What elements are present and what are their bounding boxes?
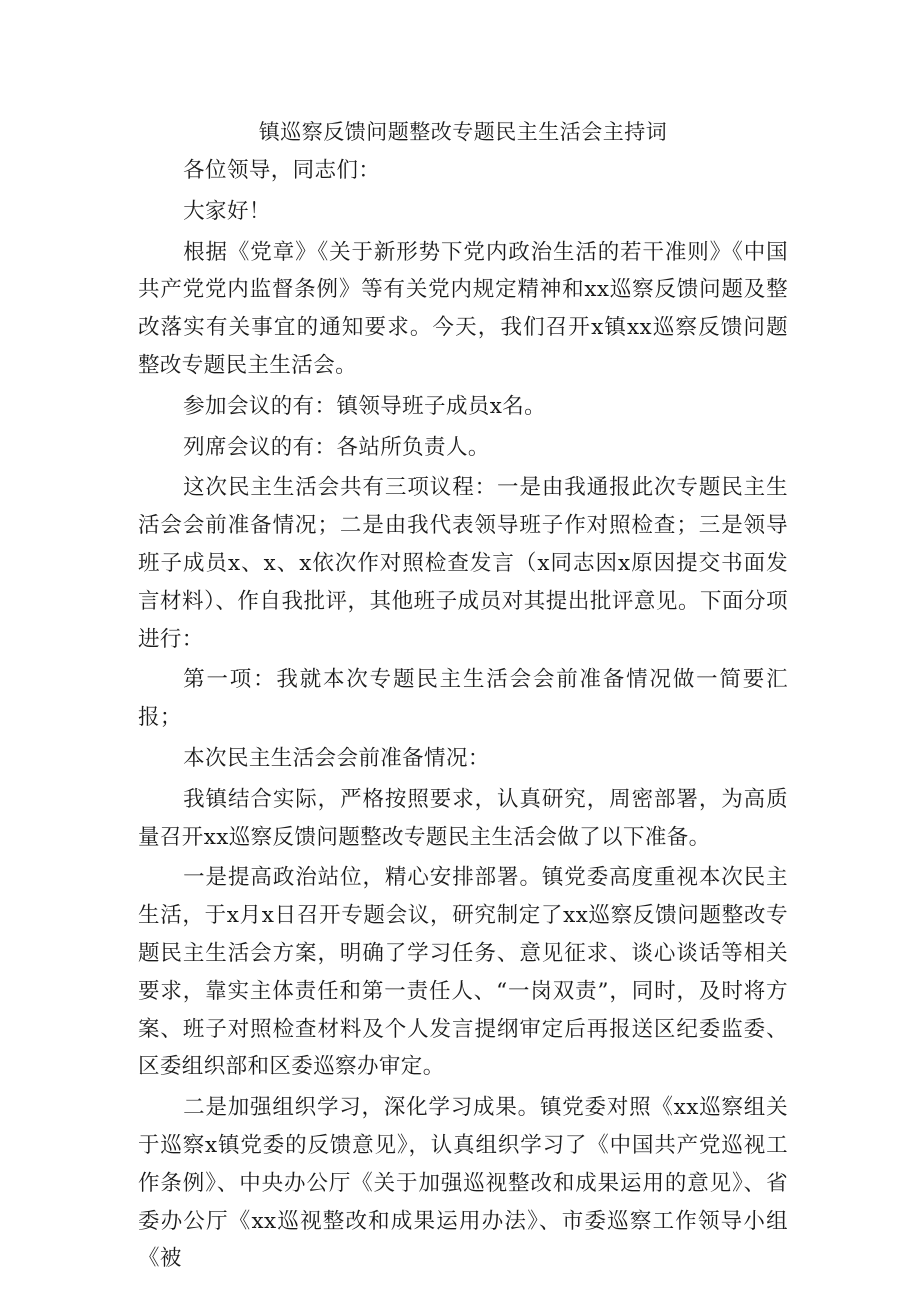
paragraph-salutation: 各位领导，同志们：	[183, 158, 381, 183]
paragraph-basis: 根据《党章》《关于新形势下党内政治生活的若干准则》《中国共产党党内监督条例》等有关党内规定精神和xx巡察反馈问题及整改落实有关事宜的通知要求。今天，我们召开x镇xx巡察反馈问题整改专题民主生活会。	[138, 239, 788, 378]
paragraph-greeting: 大家好！	[183, 198, 271, 224]
paragraph-preparation-heading: 本次民主生活会会前准备情况：	[183, 745, 490, 771]
paragraph-item-one: 第一项：我就本次专题民主生活会会前准备情况做一简要汇报；	[138, 667, 788, 731]
paragraph-point-two: 二是加强组织学习，深化学习成果。镇党委对照《xx巡察组关于巡察x镇党委的反馈意见》，认真组织学习了《中国共产党巡视工作条例》、中央办公厅《关于加强巡视整改和成果运用的意见》、省委办公厅《xx巡视整改和成果运用办法》、市委巡察工作领导小组《被	[138, 1095, 788, 1272]
paragraph-preparation-intro: 我镇结合实际，严格按照要求，认真研究，周密部署，为高质量召开xx巡察反馈问题整改专题民主生活会做了以下准备。	[138, 786, 788, 850]
paragraph-agenda: 这次民主生活会共有三项议程：一是由我通报此次专题民主生活会会前准备情况；二是由我代表领导班子作对照检查；三是领导班子成员x、x、x依次作对照检查发言（x同志因x原因提交书面发言材料）、作自我批评，其他班子成员对其提出批评意见。下面分项进行：	[138, 475, 788, 652]
paragraph-observers: 列席会议的有：各站所负责人。	[183, 434, 490, 460]
document-page	[138, 112, 788, 1278]
document-title: 镇巡察反馈问题整改专题民主生活会主持词	[258, 120, 668, 144]
paragraph-point-one: 一是提高政治站位，精心安排部署。镇党委高度重视本次民主生活，于x月x日召开专题会议，研究制定了xx巡察反馈问题整改专题民主生活会方案，明确了学习任务、意见征求、谈心谈话等相关要求，靠实主体责任和第一责任人、“一岗双责”，同时，及时将方案、班子对照检查材料及个人发言提纲审定后再报送区纪委监委、区委组织部和区委巡察办审定。	[138, 865, 788, 1080]
paragraph-attendees: 参加会议的有：镇领导班子成员x名。	[183, 393, 547, 419]
